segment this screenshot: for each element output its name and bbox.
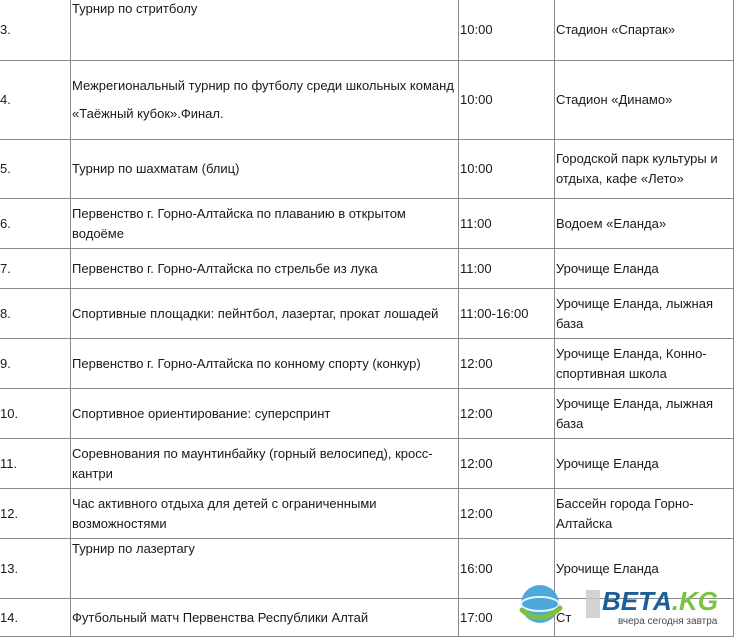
event-time: 11:00-16:00 (459, 289, 555, 339)
table-row (0, 389, 734, 439)
row-number: 14. (0, 599, 71, 637)
row-number: 11. (0, 439, 71, 489)
event-name: Спортивное ориентирование: суперспринт (71, 389, 459, 439)
event-time: 12:00 (459, 439, 555, 489)
event-place: Водоем «Еланда» (554, 199, 733, 249)
event-name: Турнир по шахматам (блиц) (71, 140, 459, 199)
event-name-line: «Таёжный кубок».Финал. (72, 106, 224, 121)
event-name: Первенство г. Горно-Алтайска по стрельбе из лука (71, 249, 459, 289)
event-time: 10:00 (459, 140, 555, 199)
event-place: Урочище Еланда, Конно-спортивная школа (554, 339, 733, 389)
event-place: Урочище Еланда (554, 439, 733, 489)
event-time: 12:00 (459, 489, 555, 539)
row-number: 9. (0, 339, 71, 389)
event-place: Урочище Еланда (554, 249, 733, 289)
event-name: Соревнования по маунтинбайку (горный велосипед), кросс-кантри (71, 439, 459, 489)
logo-text-right: .KG (671, 586, 719, 616)
event-place: Ст (554, 599, 733, 637)
logo-text-left: BEТА (602, 586, 672, 616)
row-number: 6. (0, 199, 71, 249)
table-row (0, 61, 734, 140)
row-number: 4. (0, 61, 71, 140)
event-time: 12:00 (459, 389, 555, 439)
row-number: 8. (0, 289, 71, 339)
event-place: Урочище Еланда, лыжная база (554, 389, 733, 439)
beta-kg-watermark (516, 580, 736, 635)
row-number: 10. (0, 389, 71, 439)
event-place: Стадион «Динамо» (554, 61, 733, 140)
table-row (0, 0, 734, 61)
row-number: 13. (0, 539, 71, 599)
event-place: Городской парк культуры и отдыха, кафе «Лето» (554, 140, 733, 199)
table-row (0, 439, 734, 489)
event-time: 12:00 (459, 339, 555, 389)
event-name (71, 61, 459, 140)
event-name: Первенство г. Горно-Алтайска по конному спорту (конкур) (71, 339, 459, 389)
table-row (0, 339, 734, 389)
event-time: 11:00 (459, 249, 555, 289)
event-name: Спортивные площадки: пейнтбол, лазертаг, прокат лошадей (71, 289, 459, 339)
row-number: 3. (0, 0, 71, 61)
event-name-line: Межрегиональный турнир по футболу среди школьных команд (72, 78, 454, 93)
event-place: Бассейн города Горно-Алтайска (554, 489, 733, 539)
event-place: Урочище Еланда, лыжная база (554, 289, 733, 339)
event-name: Первенство г. Горно-Алтайска по плаванию в открытом водоёме (71, 199, 459, 249)
event-name: Час активного отдыха для детей с ограниченными возможностями (71, 489, 459, 539)
table-row (0, 140, 734, 199)
row-number: 12. (0, 489, 71, 539)
event-name: Турнир по лазертагу (71, 539, 459, 599)
event-time: 10:00 (459, 0, 555, 61)
table-row (0, 199, 734, 249)
row-number: 7. (0, 249, 71, 289)
event-name: Турнир по стритболу (71, 0, 459, 61)
event-time: 16:00 (459, 539, 555, 599)
table-row (0, 249, 734, 289)
event-place: Стадион «Спартак» (554, 0, 733, 61)
table-row (0, 489, 734, 539)
event-time: 10:00 (459, 61, 555, 140)
event-time: 11:00 (459, 199, 555, 249)
event-name: Футбольный матч Первенства Республики Алтай (71, 599, 459, 637)
event-place: Урочище Еланда (554, 539, 733, 599)
logo-tagline: вчера сегодня завтра (618, 616, 718, 627)
table-row (0, 289, 734, 339)
event-time: 17:00 (459, 599, 555, 637)
row-number: 5. (0, 140, 71, 199)
